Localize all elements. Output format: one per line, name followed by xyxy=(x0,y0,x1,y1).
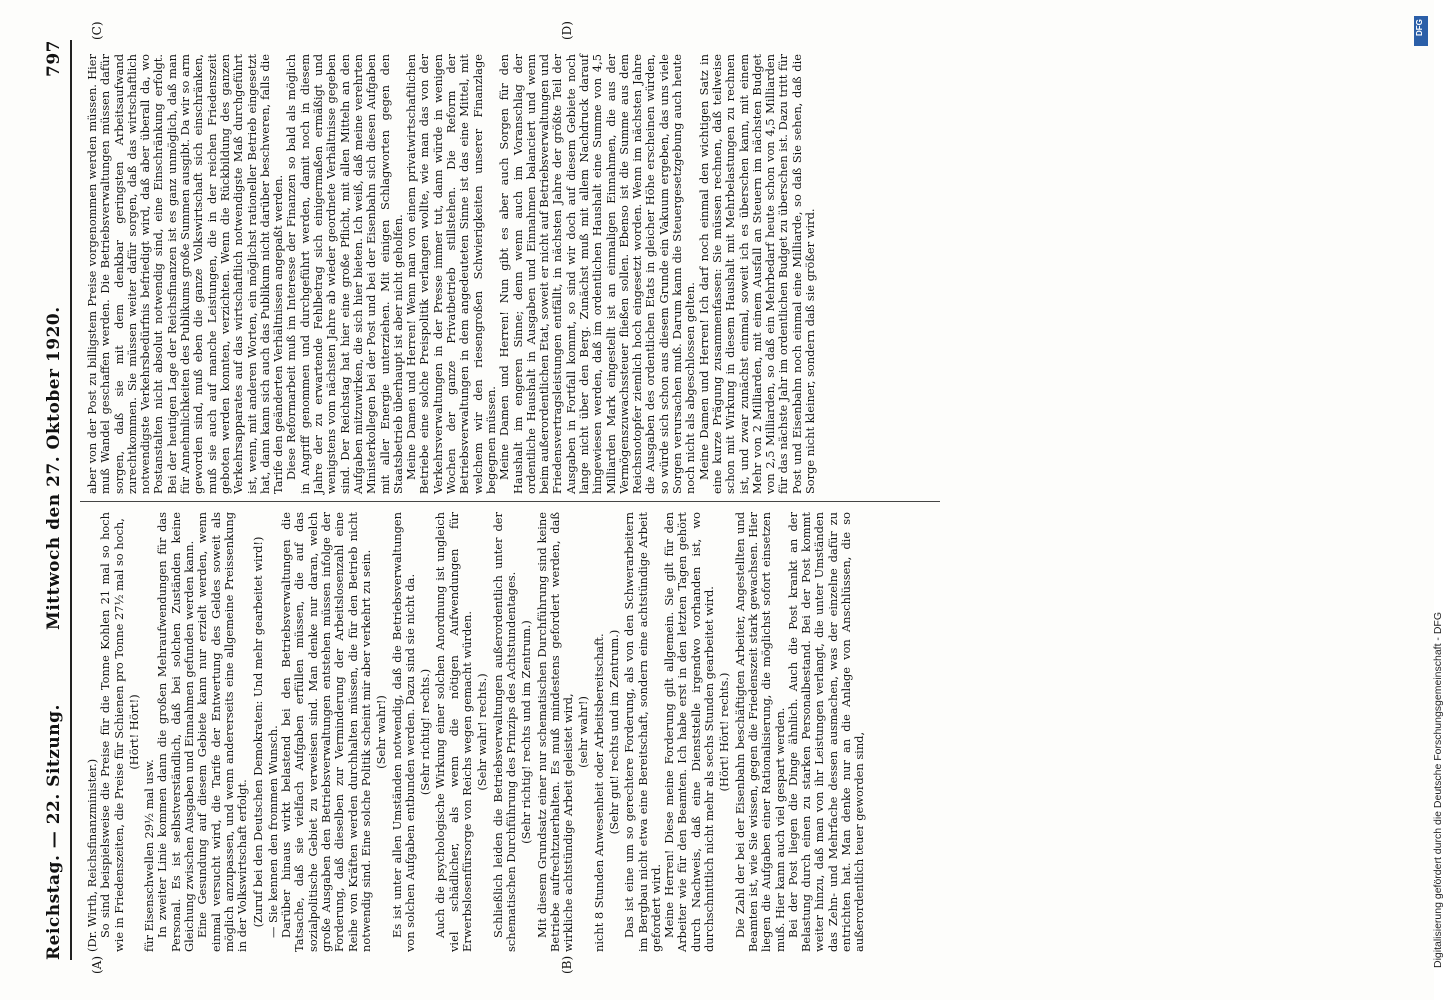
page-number: 797 xyxy=(44,40,64,77)
interjection: (sehr wahr!) xyxy=(576,696,591,768)
paragraph: für Eisenschwellen 29½ mal usw. xyxy=(142,759,157,952)
column-divider xyxy=(80,501,940,502)
paragraph: Eine Gesundung auf diesem Gebiete kann nur erzielt werden, wenn einmal versucht wird, die Tarife der Entwertung des Geldes soweit als möglich anzupassen, und wenn andererseits eine allgemeine Preissenkung in der Volkswirtschaft erfolgt. xyxy=(195,512,250,952)
paragraph: Das ist eine um so gerechtere Forderung, als von den Schwerarbeitern im Bergbau nicht etwa eine Bereitschaft, sondern eine achtstündige Arbeit gefordert wird. xyxy=(622,512,663,952)
paragraph: — Sie kennen den frommen Wunsch. xyxy=(265,725,280,938)
interjection: (Hört! Hört!) xyxy=(126,694,141,770)
interjection: (Sehr gut! rechts und im Zentrum.) xyxy=(606,629,621,835)
margin-marker-b: (B) xyxy=(560,955,574,974)
header-session: Reichstag. — 22. Sitzung. xyxy=(44,704,64,960)
paragraph: Mit diesem Grundsatz einer nur schematischen Durchführung sind keine Betriebe aufrechtzuerhalten. Es muß mindestens gefordert werden, daß wirkliche achtstündige Arbeit geleistet wird, xyxy=(534,512,576,952)
paragraph: Meine Damen und Herren! Nun gibt es aber auch Sorgen für den Haushalt im engeren Sinne; denn wenn auch im Voranschlag der ordentliche Haushalt in Ausgaben und Einnahmen balanciert und wenn beim außerordentlichen Etat, soweit er nicht auf Betriebsverwaltungen und Friedensvertragsleistungen entfällt, in nächsten Jahre der größte Teil der Ausgaben in Fortfall kommt, so sind wir doch auf diesem Gebiete noch lange nicht über den Berg. Zunächst muß mit allem Nachdruck darauf hingewiesen werden, daß im ordentlichen Haushalt eine Summe von 4,5 Milliarden Mark eingestellt ist an einmaligen Einnahmen, die aus der Vermögenszuwachssteuer fließen sollen. Ebenso ist die Summe aus dem Reichsnotopfer ziemlich hoch eingesetzt worden. Wenn im nächsten Jahre die Ausgaben des ordentlichen Etats in gleicher Höhe erscheinen würden, so würde sich schon aus diesem Grunde ein Vakuum ergeben, das uns viele Sorgen verursachen muß. Darum kann die Steuergesetzgebung auch heute noch nicht als abgeschlossen gelten. xyxy=(497,54,698,494)
paragraph: Meine Damen und Herren! Ich darf noch einmal den wichtigen Satz in eine kurze Prägung zusammenfassen: Sie müssen rechnen, daß teilweise schon mit Wirkung in diesem Haushalt mit Mehrbelastungen zu rechnen ist, und zwar zunächst einmal, soweit ich es überschen kann, mit einem Mehr von 2 Milliarden, mit einem Ausfall an Steuern im nächsten Budget von 2,5 Milliarden, so daß ein Mehrbedarf heute schon von 4,5 Milliarden für das nächste Jahr im ordentlichen Budget zu überschen ist. Dazu tritt für Post und Eisenbahn noch einmal eine Milliarde, so daß Sie sehen, daß die Sorge nicht kleiner, sondern daß sie größer wird. xyxy=(696,54,818,494)
paragraph: Auch die psychologische Wirkung einer solchen Anordnung ist ungleich viel schädlicher, als wenn die nötigen Aufwendungen für Erwerbslosenfürsorge von Reichs wegen gemacht würden. xyxy=(433,512,475,952)
paragraph: Meine Damen und Herren! Wenn man von einem privatwirtschaftlichen Betriebe eine solche Preispolitik verlangen wollte, wie man das von der Verkehrsverwaltungen in der Presse immer tut, dann würde in wenigen Wochen der ganze Privatbetrieb stillstehen. Die Reform der Betriebsverwaltungen in dem angedeuteten Sinne ist das eine Mittel, mit welchem wir den riesengroßen Schwierigkeiten unserer Finanzlage begegnen müssen. xyxy=(404,54,498,494)
interjection: (Sehr wahr!) xyxy=(374,695,389,769)
paragraph: Bei der Post liegen die Dinge ähnlich. Auch die Post krankt an der Belastung durch einen zu starken Personalbestand. Bei der Post kommt weiter hinzu, daß man von ihr Leistungen verlangt, die unter Umständen das Zehn- und Mehrfache dessen ausmachen, was der einzelne dafür zu entrichten hat. Man denke nur an die Anlage von Anschlüssen, die so außerordentlich teuer geworden sind, xyxy=(785,512,867,952)
interjection: (Hört! Hört! rechts.) xyxy=(717,672,732,792)
paragraph: Schließlich leiden die Betriebsverwaltungen außerordentlich unter der schematischen Durchführung des Prinzips des Achtstundentages. xyxy=(490,512,518,952)
paragraph: Meine Herren! Diese meine Forderung gilt allgemein. Sie gilt für den Arbeiter wie für den Beamten. Ich habe erst in den letzten Tagen gehört durch Nachweis, daß eine Dienststelle irgendwo vorhanden ist, wo durchschnittlich nicht mehr als sechs Stunden gearbeitet wird. xyxy=(662,512,717,952)
paragraph: So sind beispielsweise die Preise für die Tonne Kohlen 21 mal so hoch wie in Friedenszeiten, die Preise für Schienen pro Tonne 27½ mal so hoch, xyxy=(98,512,126,952)
paragraph: Es ist unter allen Umständen notwendig, daß die Betriebsverwaltungen von solchen Aufgaben entbunden werden. Dazu sind sie nicht da. xyxy=(389,512,417,952)
paragraph: Die Zahl der bei der Eisenbahn beschäftigten Arbeiter, Angestellten und Beamten ist, wie Sie wissen, gegen die Friedenszeit stark gewachsen. Hier liegen die Aufgaben einer Rationalisierung, die möglichst sofort einsetzen muß. Hier kann auch viel gespart werden. xyxy=(732,512,787,952)
interjection: (Sehr richtig! rechts.) xyxy=(418,668,433,796)
margin-marker-a: (A) xyxy=(90,955,104,974)
page-header xyxy=(40,40,72,960)
paragraph: Darüber hinaus wirkt belastend bei den Betriebsverwaltungen die Tatsache, daß sie vielfach Aufgaben erfüllen müssen, die auf das sozialpolitische Gebiet zu verweisen sind. Man denke nur daran, welch große Ausgaben den Betriebsverwaltungen entstehen müssen infolge der Forderung, daß dieselben zur Verminderung der Arbeitslosenzahl eine Reihe von Kräften werden durchhalten müssen, die für den Betrieb nicht notwendig sind. Eine solche Politik scheint mir aber verkehrt zu sein. xyxy=(279,512,373,952)
paragraph: nicht 8 Stunden Anwesenheit oder Arbeitsbereitschaft. xyxy=(591,633,606,952)
paragraph: In zweiter Linie kommen dann die großen Mehraufwendungen für das Personal. Es ist selbstverständlich, daß bei solchen Zuständen keine Gleichung zwischen Ausgaben und Einnahmen gefunden werden kann. xyxy=(155,512,197,952)
speaker-line: (Dr. Wirth, Reichsfinanzminister.) xyxy=(85,758,99,952)
text-column-right xyxy=(85,54,818,494)
margin-marker-c: (C) xyxy=(90,21,104,40)
header-date: Mittwoch den 27. Oktober 1920. xyxy=(44,306,64,630)
margin-marker-d: (D) xyxy=(560,21,574,40)
text-column-left xyxy=(86,512,926,952)
dfg-credit-text: Digitalisierung gefördert durch die Deutsche Forschungsgemeinschaft - DFG xyxy=(1432,611,1444,968)
interjection: (Sehr richtig! rechts und im Zentrum.) xyxy=(519,620,534,844)
paragraph: Diese Reformarbeit muß im Interesse der Finanzen so bald als möglich in Angriff genommen und durchgeführt werden, damit noch in diesem Jahre der zu erwartende Fehlbetrag sich einigermaßen ermäßigt und wenigstens vom nächsten Jahre ab wieder geordnete Verhältnisse gegeben sind. Der Reichstag hat hier eine große Pflicht, mit allen Mitteln an den Aufgaben mitzuwirken, die sich hier bieten. Ich weiß, daß meine verehrten Ministerkollegen bei der Post und bei der Eisenbahn sich diesen Aufgaben mit aller Energie unterziehen. Mit einigen Schlagworten gegen den Staatsbetrieb überhaupt ist aber nicht geholfen. xyxy=(284,54,405,494)
interjection: (Zuruf bei den Deutschen Demokraten: Und mehr gearbeitet wird!) xyxy=(250,536,265,928)
digitization-sidebar xyxy=(1410,8,1444,992)
interjection: (Sehr wahr! rechts.) xyxy=(475,673,490,791)
rotated-newspaper-page xyxy=(0,20,1400,980)
dfg-logo: DFG xyxy=(1414,16,1428,46)
paragraph: aber von der Post zu billigstem Preise vorgenommen werden müssen. Hier muß Wandel geschaffen werden. Die Betriebsverwaltungen müssen dafür sorgen, daß sie mit dem denkbar geringsten Arbeitsaufwand zurechtkommen. Sie müssen weiter dafür sorgen, daß das wirtschaftlich notwendigste Verkehrsbedürfnis befriedigt wird, daß aber überall da, wo Postanstalten nicht absolut notwendig sind, eine Einschränkung erfolgt. Bei der heutigen Lage der Reichsfinanzen ist es ganz unmöglich, daß man für Annehmlichkeiten des Publikums große Summen ausgibt. Da wir so arm geworden sind, muß eben die ganze Volkswirtschaft sich einschränken, muß sie auch auf manche Leistungen, die in der reichen Friedenszeit geboten werden konnten, verzichten. Wenn die Rückbildung des ganzen Verkehrsapparates auf das wirtschaftlich notwendigste Maß durchgeführt ist, wenn, mit anderen Worten, ein möglichst rationeller Betrieb eingesetzt hat, dann kann sich auch das Publikum nicht darüber beschweren, falls die Tarife den geänderten Verhältnissen angepaßt werden. xyxy=(85,54,286,494)
